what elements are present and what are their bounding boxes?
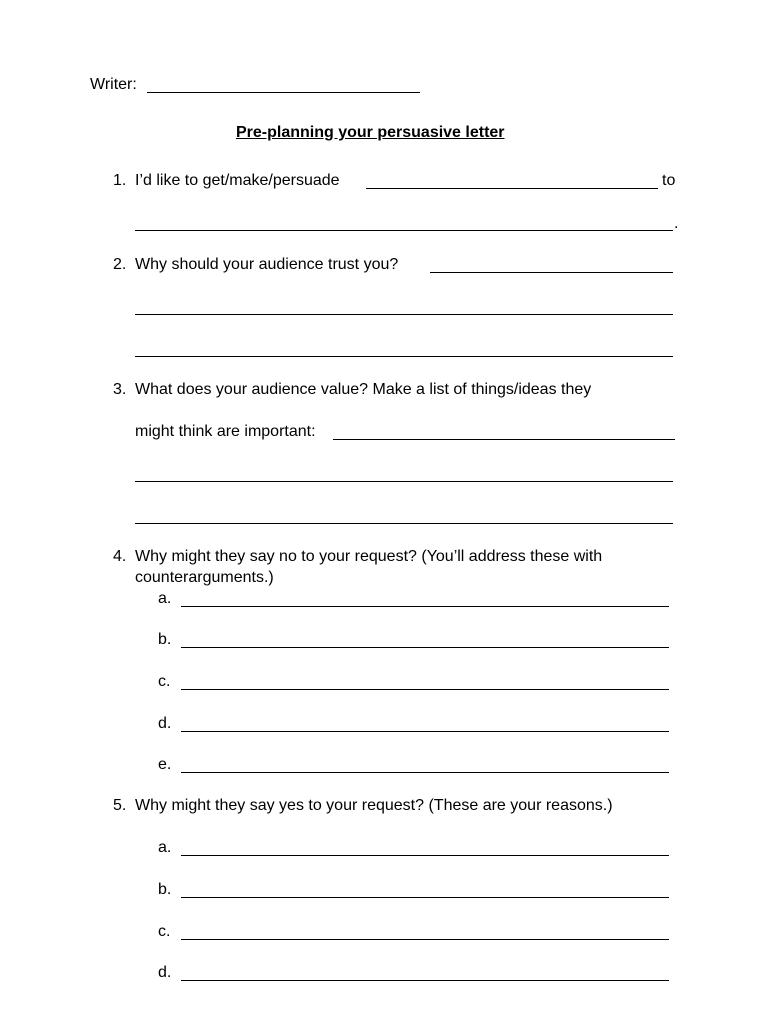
q4-item-label: c. — [158, 673, 171, 690]
q4-item-label: a. — [158, 590, 172, 607]
q4-text-line1: Why might they say no to your request? (You’ll address these with — [135, 548, 603, 565]
q4-item-blank[interactable] — [181, 772, 669, 773]
writer-blank[interactable] — [147, 92, 420, 93]
q3-blank-3[interactable] — [135, 523, 673, 524]
q3-text-line1: What does your audience value? Make a list of things/ideas they — [135, 381, 592, 398]
q2-blank-2[interactable] — [135, 314, 673, 315]
q1-end-punct: . — [674, 215, 679, 232]
q5-item-blank[interactable] — [181, 980, 669, 981]
q4-item-label: b. — [158, 631, 172, 648]
page-title: Pre-planning your persuasive letter — [236, 124, 505, 141]
q1-blank-1[interactable] — [366, 188, 658, 189]
q2-blank-1[interactable] — [430, 272, 673, 273]
q4-item-blank[interactable] — [181, 606, 669, 607]
q5-item-label: b. — [158, 881, 172, 898]
q4-item-blank[interactable] — [181, 731, 669, 732]
q5-number: 5. — [113, 797, 127, 814]
q1-number: 1. — [113, 172, 127, 189]
q4-item-label: d. — [158, 715, 172, 732]
q5-item-label: a. — [158, 839, 172, 856]
writer-label: Writer: — [90, 76, 137, 93]
q1-suffix: to — [662, 172, 676, 189]
q5-item-label: d. — [158, 964, 172, 981]
q1-blank-2[interactable] — [135, 230, 673, 231]
q4-number: 4. — [113, 548, 127, 565]
q3-number: 3. — [113, 381, 127, 398]
q4-item-blank[interactable] — [181, 689, 669, 690]
q3-text-line2: might think are important: — [135, 423, 316, 440]
q5-text: Why might they say yes to your request? (These are your reasons.) — [135, 797, 613, 814]
q2-text: Why should your audience trust you? — [135, 256, 399, 273]
q5-item-label: c. — [158, 923, 171, 940]
q3-blank-2[interactable] — [135, 481, 673, 482]
q5-item-blank[interactable] — [181, 939, 669, 940]
q3-blank-1[interactable] — [333, 439, 675, 440]
q5-item-blank[interactable] — [181, 855, 669, 856]
q2-number: 2. — [113, 256, 127, 273]
q5-item-blank[interactable] — [181, 897, 669, 898]
q4-item-label: e. — [158, 756, 172, 773]
q4-text-line2: counterarguments.) — [135, 569, 274, 586]
q4-item-blank[interactable] — [181, 647, 669, 648]
q1-text: I’d like to get/make/persuade — [135, 172, 340, 189]
q2-blank-3[interactable] — [135, 356, 673, 357]
